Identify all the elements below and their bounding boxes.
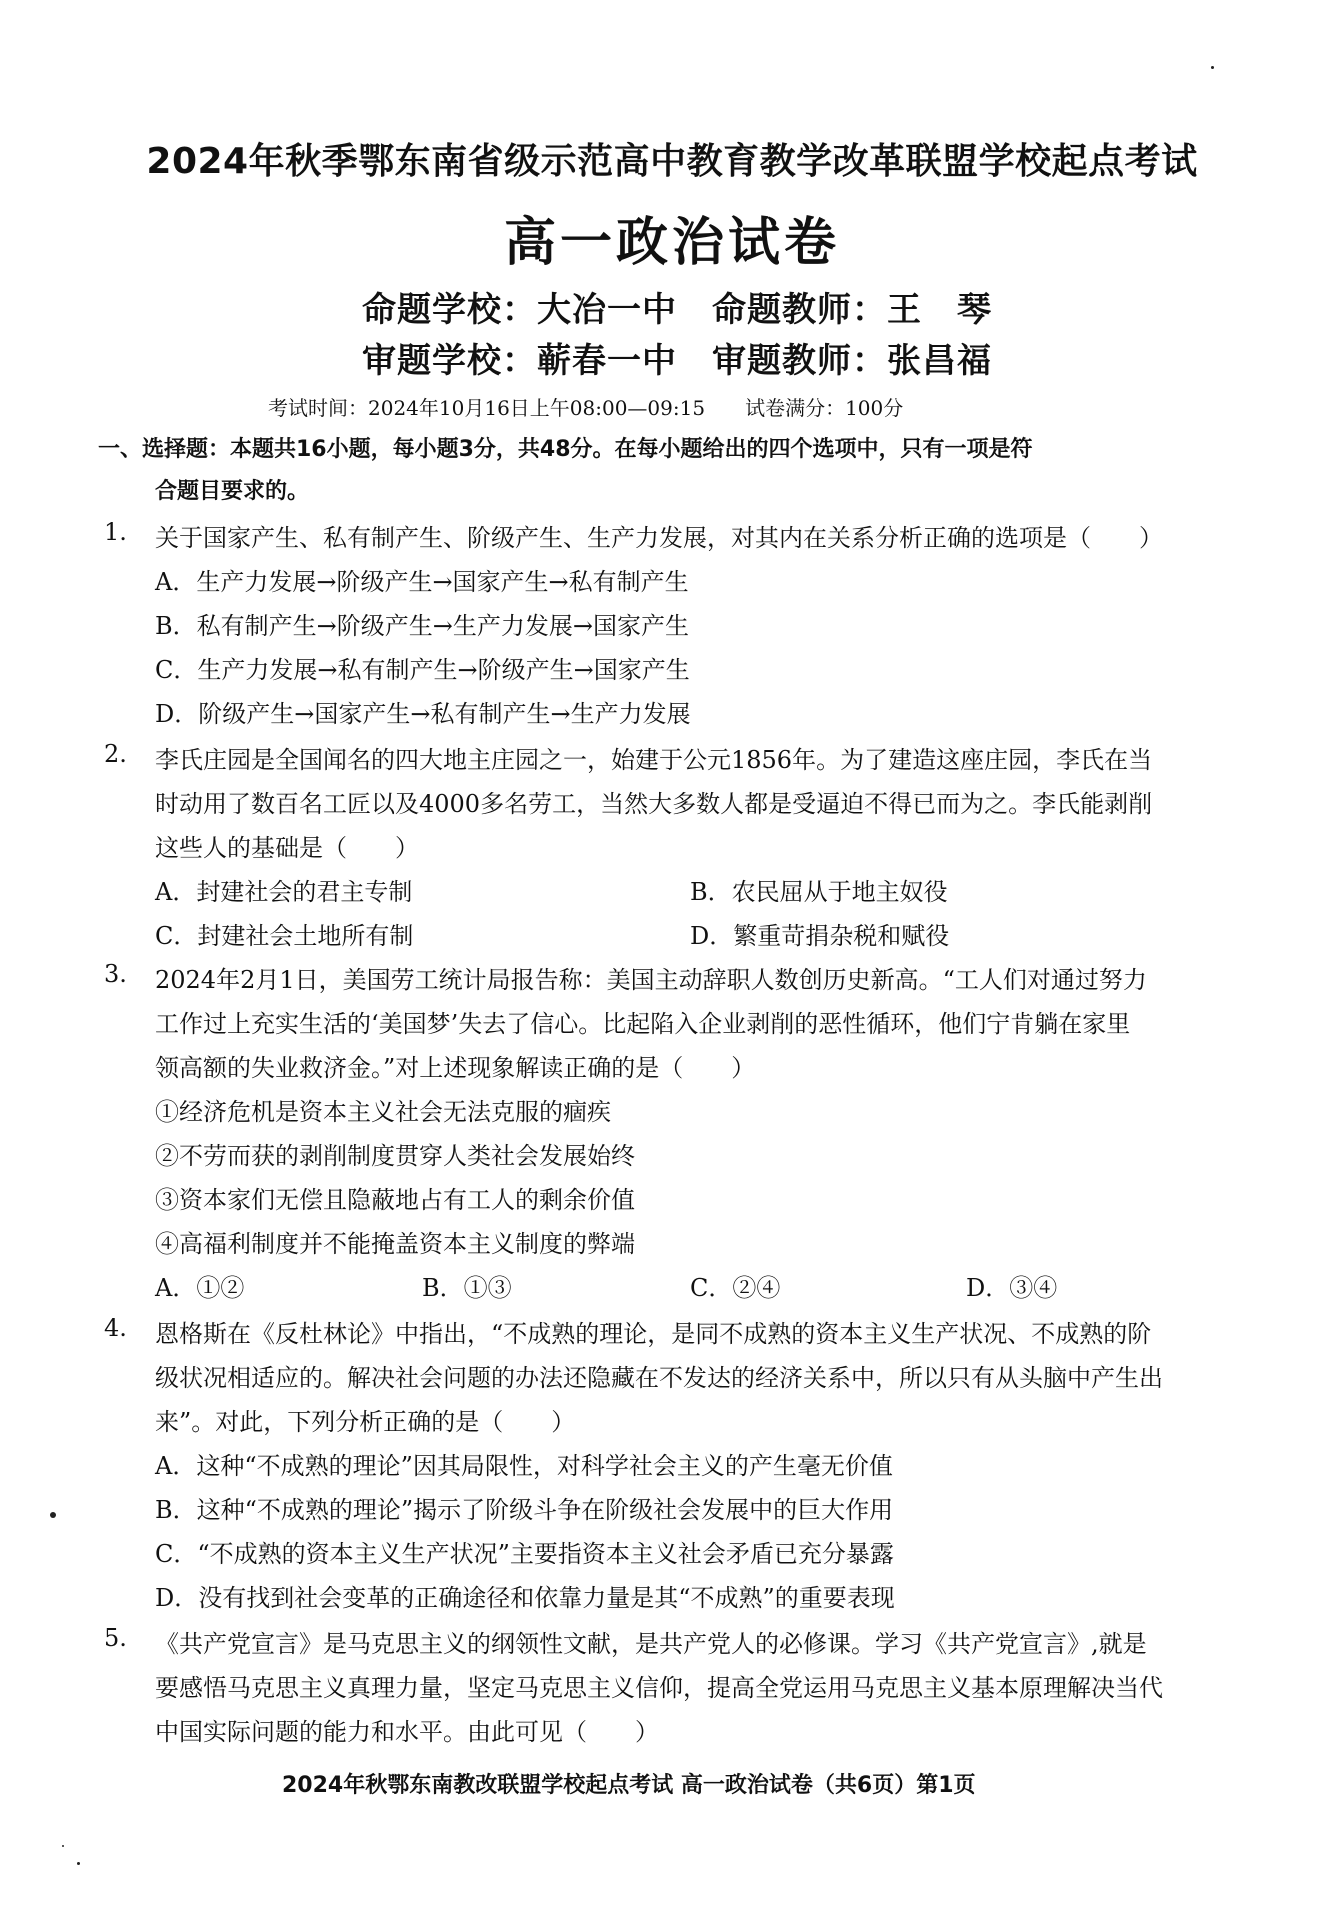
question-number: 3. (104, 960, 127, 988)
question-stem-line-3: 领高额的失业救济金。”对上述现象解读正确的是（ ） (155, 1054, 756, 1082)
option-d: D．繁重苛捐杂税和赋役 (690, 922, 950, 950)
option-b: B．私有制产生→阶级产生→生产力发展→国家产生 (155, 612, 689, 640)
question-stem: 关于国家产生、私有制产生、阶级产生、生产力发展，对其内在关系分析正确的选项是（ ） (155, 524, 1163, 552)
option-d: D．阶级产生→国家产生→私有制产生→生产力发展 (155, 700, 691, 728)
option-c: C．封建社会土地所有制 (155, 922, 414, 950)
question-stem-line-2: 要感悟马克思主义真理力量，坚定马克思主义信仰，提高全党运用马克思主义基本原理解决当代 (155, 1674, 1163, 1702)
question-stem-line-1: 《共产党宣言》是马克思主义的纲领性文献，是共产党人的必修课。学习《共产党宣言》,就是 (155, 1630, 1147, 1658)
scan-speck (1211, 66, 1214, 69)
option-a: A．这种“不成熟的理论”因其局限性，对科学社会主义的产生毫无价值 (155, 1452, 893, 1480)
option-c: C．“不成熟的资本主义生产状况”主要指资本主义社会矛盾已充分暴露 (155, 1540, 894, 1568)
option-a: A．封建社会的君主专制 (155, 878, 413, 906)
statement-3: ③资本家们无偿且隐蔽地占有工人的剩余价值 (155, 1186, 635, 1214)
question-number: 2. (104, 740, 127, 768)
scan-speck (77, 1862, 80, 1865)
exam-title: 2024年秋季鄂东南省级示范高中教育教学改革联盟学校起点考试 (146, 141, 1198, 182)
option-c: C．②④ (690, 1274, 781, 1302)
exam-info: 考试时间：2024年10月16日上午08:00—09:15 试卷满分：100分 (268, 396, 904, 420)
section-title-cont: 合题目要求的。 (155, 479, 310, 504)
question-stem-line-2: 工作过上充实生活的‘美国梦’失去了信心。比起陷入企业剥削的恶性循环，他们宁肯躺在家里 (155, 1010, 1131, 1038)
question-number: 4. (104, 1314, 127, 1342)
page-footer: 2024年秋鄂东南教改联盟学校起点考试 高一政治试卷（共6页）第1页 (282, 1773, 976, 1798)
question-stem-line-1: 李氏庄园是全国闻名的四大地主庄园之一，始建于公元1856年。为了建造这座庄园，李氏在当 (155, 746, 1153, 774)
subject-title: 高一政治试卷 (503, 213, 840, 273)
author-line-2: 审题学校：蕲春一中 审题教师：张昌福 (362, 341, 992, 381)
author-line-1: 命题学校：大冶一中 命题教师：王 琴 (362, 290, 992, 330)
option-d: D．没有找到社会变革的正确途径和依靠力量是其“不成熟”的重要表现 (155, 1584, 895, 1612)
question-stem-line-3: 来”。对此，下列分析正确的是（ ） (155, 1408, 576, 1436)
statement-4: ④高福利制度并不能掩盖资本主义制度的弊端 (155, 1230, 635, 1258)
question-stem-line-2: 级状况相适应的。解决社会问题的办法还隐藏在不发达的经济关系中，所以只有从头脑中产生出 (155, 1364, 1163, 1392)
statement-2: ②不劳而获的剥削制度贯穿人类社会发展始终 (155, 1142, 635, 1170)
question-stem-line-3: 这些人的基础是（ ） (155, 834, 419, 862)
scan-speck (50, 1512, 56, 1518)
question-number: 5. (104, 1624, 127, 1652)
option-d: D．③④ (966, 1274, 1058, 1302)
option-c: C．生产力发展→私有制产生→阶级产生→国家产生 (155, 656, 690, 684)
scan-speck (62, 1845, 64, 1847)
question-stem-line-2: 时动用了数百名工匠以及4000多名劳工，当然大多数人都是受逼迫不得已而为之。李氏能剥削 (155, 790, 1153, 818)
question-stem-line-1: 恩格斯在《反杜林论》中指出，“不成熟的理论，是同不成熟的资本主义生产状况、不成熟的阶 (155, 1320, 1152, 1348)
section-title: 一、选择题：本题共16小题，每小题3分，共48分。在每小题给出的四个选项中，只有一项是符 (98, 437, 1033, 462)
option-a: A．①② (155, 1274, 245, 1302)
statement-1: ①经济危机是资本主义社会无法克服的痼疾 (155, 1098, 611, 1126)
option-b: B．农民屈从于地主奴役 (690, 878, 948, 906)
question-number: 1. (104, 518, 127, 546)
option-b: B．①③ (422, 1274, 512, 1302)
question-stem-line-1: 2024年2月1日，美国劳工统计局报告称：美国主动辞职人数创历史新高。“工人们对通过努力 (155, 966, 1147, 994)
option-a: A．生产力发展→阶级产生→国家产生→私有制产生 (155, 568, 689, 596)
option-b: B．这种“不成熟的理论”揭示了阶级斗争在阶级社会发展中的巨大作用 (155, 1496, 894, 1524)
question-stem-line-3: 中国实际问题的能力和水平。由此可见（ ） (155, 1718, 659, 1746)
